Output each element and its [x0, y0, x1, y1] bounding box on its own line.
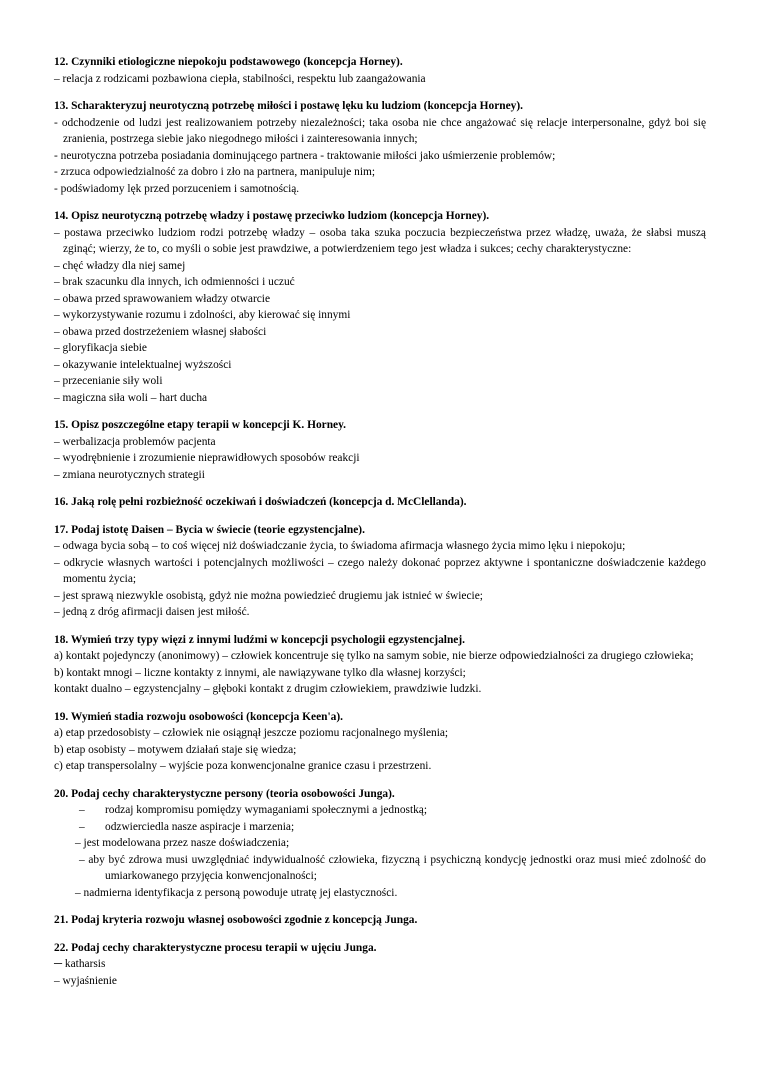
- answer-line: ─ katharsis: [54, 958, 106, 970]
- answer-line: a) kontakt pojedynczy (anonimowy) – człowiek koncentruje się tylko na samym sobie, nie bierze odpowiedzialności za drugiego człowieka;: [54, 650, 694, 662]
- answer-line: – chęć władzy dla niej samej: [54, 259, 186, 272]
- answer-line: – odkrycie własnych wartości i potencjalnych możliwości – czego należy dokonać poprzez aktywne i spontaniczne doświadczenie każdego momentu życia;: [54, 556, 706, 585]
- answer-line: kontakt dualno – egzystencjalny – głęboki kontakt z drugim człowiekiem, prawdziwie ludzki.: [54, 683, 482, 695]
- answer-line: – przecenianie siły woli: [54, 375, 163, 387]
- question-18-heading: 18. Wymień trzy typy więzi z innymi ludźmi w koncepcji psychologii egzystencjalnej.: [54, 633, 465, 646]
- answer-line: – gloryfikacja siebie: [54, 342, 147, 354]
- answer-line: – wykorzystywanie rozumu i zdolności, aby kierować się innymi: [54, 309, 351, 321]
- question-17: [54, 522, 706, 621]
- question-12-heading: 12. Czynniki etiologiczne niepokoju podstawowego (koncepcja Horney).: [54, 56, 403, 68]
- answer-line: – jest modelowana przez nasze doświadczenia;: [75, 837, 290, 849]
- answer-line: – okazywanie intelektualnej wyższości: [54, 358, 232, 371]
- answer-line: – zmiana neurotycznych strategii: [54, 468, 205, 481]
- question-14-heading: 14. Opisz neurotyczną potrzebę władzy i postawę przeciwko ludziom (koncepcja Horney).: [54, 210, 490, 222]
- answer-text: rodzaj kompromisu pomiędzy wymaganiami społecznymi a jednostką;: [105, 804, 428, 816]
- answer-line: b) kontakt mnogi – liczne kontakty z innymi, ale nawiązywane tylko dla własnej korzyści;: [54, 666, 466, 679]
- answer-line: – jedną z dróg afirmacji daisen jest miłość.: [54, 606, 250, 618]
- document-page: [54, 54, 706, 1000]
- question-18: [54, 632, 706, 698]
- answer-line: [75, 819, 706, 836]
- dash-marker: –: [79, 804, 85, 816]
- question-19-heading: 19. Wymień stadia rozwoju osobowości (koncepcja Keen'a).: [54, 710, 343, 723]
- answer-line: – obawa przed dostrzeżeniem własnej słabości: [54, 325, 267, 338]
- answer-line: – aby być zdrowa musi uwzględniać indywidualność człowieka, fizyczną i psychiczną kondycję jednostki oraz musi mieć zdolność do umiarkowanego przyjęcia konwencjonalności;: [79, 853, 706, 882]
- answer-line: – relacja z rodzicami pozbawiona ciepła, stabilności, respektu lub zaangażowania: [54, 72, 426, 85]
- answer-line: – obawa przed sprawowaniem władzy otwarcie: [54, 292, 271, 305]
- question-17-heading: 17. Podaj istotę Daisen – Bycia w świecie (teorie egzystencjalne).: [54, 523, 365, 536]
- answer-line: [75, 802, 706, 819]
- answer-line: b) etap osobisty – motywem działań staje się wiedza;: [54, 743, 297, 756]
- question-12: [54, 54, 706, 87]
- question-19: [54, 709, 706, 775]
- answer-line: - podświadomy lęk przed porzuceniem i samotnością.: [54, 182, 300, 195]
- question-21-heading: 21. Podaj kryteria rozwoju własnej osobowości zgodnie z koncepcją Junga.: [54, 914, 418, 926]
- answer-text: odzwierciedla nasze aspiracje i marzenia;: [105, 820, 295, 833]
- answer-line: a) etap przedosobisty – człowiek nie osiągnął jeszcze poziomu racjonalnego myślenia;: [54, 727, 449, 739]
- question-22: [54, 940, 706, 990]
- question-16-heading: 16. Jaką rolę pełni rozbieżność oczekiwań i doświadczeń (koncepcja d. McClellanda).: [54, 496, 467, 508]
- question-13: [54, 98, 706, 197]
- answer-line: – magiczna siła woli – hart ducha: [54, 391, 208, 404]
- dash-marker: –: [79, 820, 85, 833]
- question-21: [54, 912, 706, 929]
- question-14: [54, 208, 706, 406]
- answer-line: – wyodrębnienie i zrozumienie nieprawidłowych sposobów reakcji: [54, 452, 360, 464]
- question-13-heading: 13. Scharakteryzuj neurotyczną potrzebę miłości i postawę lęku ku ludziom (koncepcja Horney).: [54, 100, 523, 112]
- answer-line: - odchodzenie od ludzi jest realizowaniem potrzeby niezależności; taka osoba nie chce angażować się relacje interpersonalne, gdyż boi się zranienia, postrzega siebie jako niegodnego miłości i zainteresowania innych;: [54, 116, 706, 145]
- question-15: [54, 417, 706, 483]
- question-15-heading: 15. Opisz poszczególne etapy terapii w koncepcji K. Horney.: [54, 419, 347, 431]
- answer-line: – werbalizacja problemów pacjenta: [54, 435, 216, 448]
- answer-line: – jest sprawą niezwykle osobistą, gdyż nie można powiedzieć drugiemu jak istnieć w świecie;: [54, 589, 483, 602]
- question-20: [54, 786, 706, 902]
- question-22-heading: 22. Podaj cechy charakterystyczne procesu terapii w ujęciu Junga.: [54, 941, 377, 954]
- question-20-heading: 20. Podaj cechy charakterystyczne persony (teoria osobowości Junga).: [54, 787, 395, 800]
- answer-list: [54, 802, 706, 901]
- answer-line: – wyjaśnienie: [54, 974, 117, 987]
- answer-line: – postawa przeciwko ludziom rodzi potrzebę władzy – osoba taka szuka poczucia bezpieczeństwa przez władzę, uważa, że słabsi muszą zginąć; wierzy, że to, co myśli o sobie jest prawdziwe, a potwierdzeniem tego jest władza i sukces; cechy charakterystyczne:: [54, 226, 706, 255]
- answer-line: – odwaga bycia sobą – to coś więcej niż doświadczanie życia, to świadoma afirmacja własnego życia mimo lęku i niepokoju;: [54, 540, 626, 552]
- answer-line: c) etap transpersolalny – wyjście poza konwencjonalne granice czasu i przestrzeni.: [54, 760, 432, 772]
- answer-line: - neurotyczna potrzeba posiadania dominującego partnera - traktowanie miłości jako uśmierzenie problemów;: [54, 149, 556, 162]
- answer-line: - zrzuca odpowiedzialność za dobro i zło na partnera, manipuluje nim;: [54, 166, 376, 178]
- question-16: [54, 494, 706, 511]
- answer-line: – brak szacunku dla innych, ich odmienności i uczuć: [54, 276, 295, 288]
- answer-line: – nadmierna identyfikacja z personą powoduje utratę jej elastyczności.: [75, 886, 398, 899]
